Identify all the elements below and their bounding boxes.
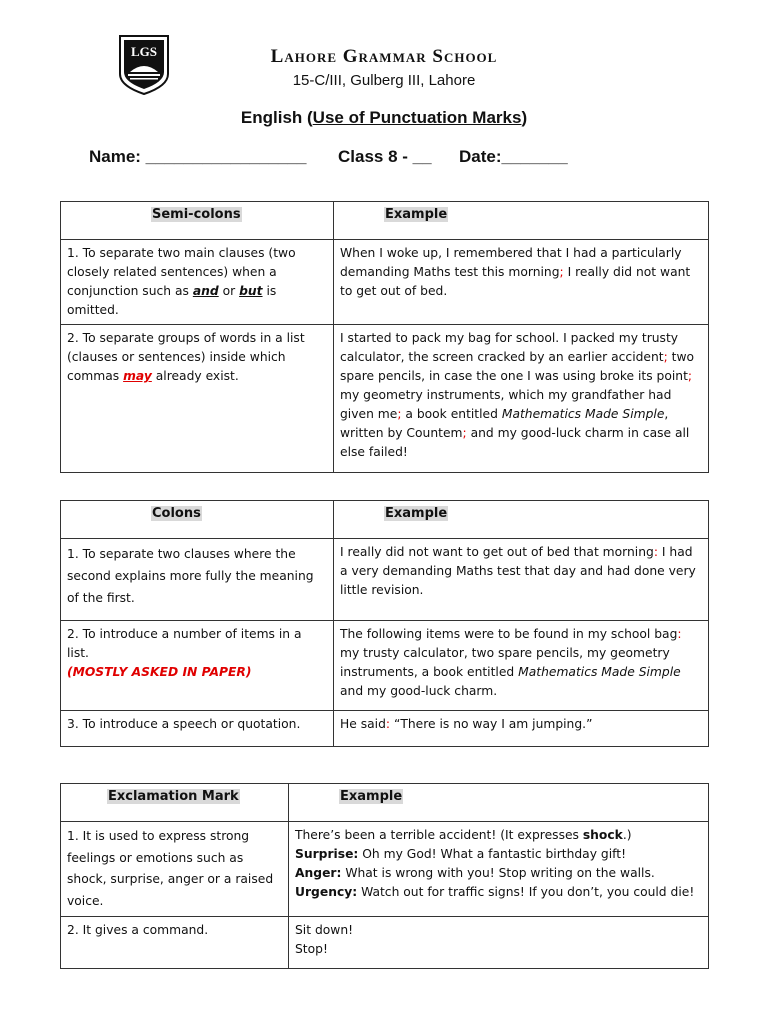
example-header: Example [385,207,448,222]
worksheet-header [0,0,768,200]
semicolons-table [60,201,709,473]
table-row [61,325,709,473]
table-row [61,539,709,621]
exclamation-header: Exclamation Mark [108,789,239,804]
colons-example-2: The following items were to be found in my school bag: my trusty calculator, two spare pencils, my geometry instruments, a book entitled Mathematics Made Simple and my good-luck charm. [334,621,709,711]
table-row [61,822,709,917]
name-field[interactable]: Name: _________________ [89,147,307,166]
colons-rule-1: 1. To separate two clauses where the second explains more fully the meaning of the first. [61,539,334,621]
table-row [61,240,709,325]
worksheet-topic: Use of Punctuation Marks [312,108,522,127]
table-row [61,917,709,969]
semicolons-example-1: When I woke up, I remembered that I had a particularly demanding Maths test this morning; I really did not want to get out of bed. [334,240,709,325]
date-field[interactable]: Date:_______ [459,147,568,166]
semicolons-header: Semi-colons [152,207,241,222]
table-header-row [61,784,709,822]
example-header: Example [385,506,448,521]
example-header: Example [340,789,403,804]
colons-example-1: I really did not want to get out of bed that morning: I had a very demanding Maths test that day and had done very little revision. [334,539,709,621]
semicolons-example-2: I started to pack my bag for school. I packed my trusty calculator, the screen cracked by an earlier accident; two spare pencils, in case the one I was using broke its point; my geometry instruments, which my grandfather had given me; a book entitled Mathematics Made Simple, written by Countem; and my good-luck charm in case all else failed! [334,325,709,473]
table-row [61,711,709,747]
semicolons-rule-1: 1. To separate two main clauses (two closely related sentences) when a conjunction such as and or but is omitted. [61,240,334,325]
table-row [61,621,709,711]
worksheet-title: English (Use of Punctuation Marks) [240,108,528,127]
school-address: 15-C/III, Gulberg III, Lahore [292,72,476,89]
table-header-row [61,501,709,539]
logo-text: LGS [130,44,158,59]
exclamation-example-1: There’s been a terrible accident! (It expresses shock.) Surprise: Oh my God! What a fantastic birthday gift! Anger: What is wrong with you! Stop writing on the walls. Urgency: Watch out for traffic signs! If you don’t, you could die! [289,822,709,917]
exam-note: (MOSTLY ASKED IN PAPER) [67,665,252,679]
table-header-row [61,202,709,240]
exclamation-table [60,783,709,969]
semicolons-rule-2: 2. To separate groups of words in a list (clauses or sentences) inside which commas may already exist. [61,325,334,473]
exclamation-rule-2: 2. It gives a command. [61,917,289,969]
colons-rule-3: 3. To introduce a speech or quotation. [61,711,334,747]
colons-header: Colons [152,506,201,521]
exclamation-rule-1: 1. It is used to express strong feelings or emotions such as shock, surprise, anger or a raised voice. [61,822,289,917]
exclamation-example-2: Sit down! Stop! [289,917,709,969]
school-name: Lahore Grammar School [270,46,498,67]
class-field[interactable]: Class 8 - __ [338,147,432,166]
colons-example-3: He said: “There is no way I am jumping.” [334,711,709,747]
colons-rule-2: 2. To introduce a number of items in a list. (MOSTLY ASKED IN PAPER) [61,621,334,711]
colons-table [60,500,709,747]
